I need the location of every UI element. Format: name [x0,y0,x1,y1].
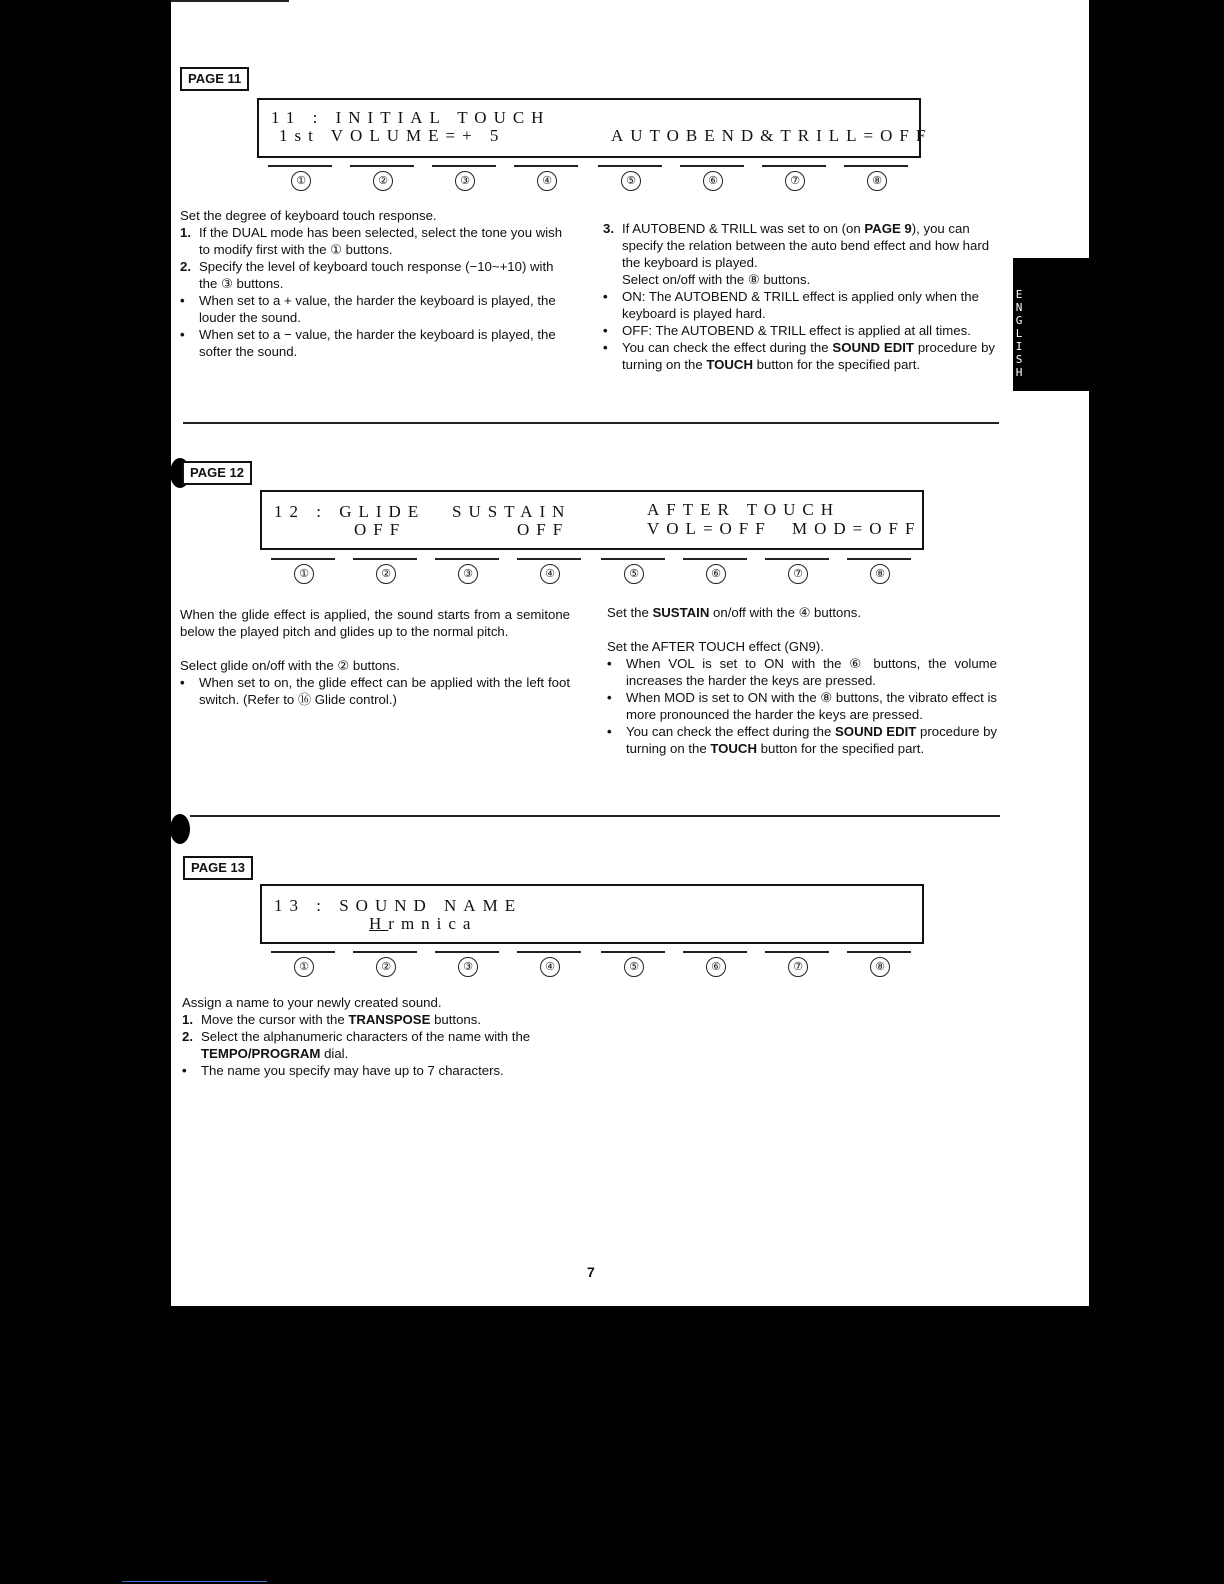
list-item: • When set to a − value, the harder the keyboard is played, the softer the sound. [180,327,556,359]
page-number: 7 [587,1264,595,1280]
button-line [353,558,417,560]
page-12-right-column [607,604,997,757]
button-line [271,558,335,560]
button-number-6: ⑥ [703,171,723,191]
list-item: • The name you specify may have up to 7 characters. [182,1063,504,1078]
button-line [517,558,581,560]
button-line [353,951,417,953]
list-item: • When VOL is set to ON with the ⑥ buttons, the volume increases the harder the keys are pressed. [607,656,997,688]
page-11-left-column [180,207,572,360]
button-line [601,558,665,560]
intro-text: Set the degree of keyboard touch response. [180,208,437,223]
button-number-4: ④ [540,957,560,977]
paragraph: When the glide effect is applied, the sound starts from a semitone below the played pitch and glides up to the normal pitch. [180,607,570,639]
list-item: • You can check the effect during the SOUND EDIT procedure by turning on the TOUCH button for the specified part. [607,724,998,756]
button-line [762,165,826,167]
top-edge-mark [171,0,289,2]
button-number-5: ⑤ [624,957,644,977]
side-tab-letters: E N G L I S H [1015,288,1023,379]
button-line [847,951,911,953]
page-11-lcd-display [257,98,933,158]
page-13-lcd-display [260,884,924,944]
binding-hole-mark [170,814,190,844]
list-item: • When set to a + value, the harder the keyboard is played, the louder the sound. [180,293,556,325]
button-number-4: ④ [540,564,560,584]
button-number-6: ⑥ [706,564,726,584]
paragraph: Set the SUSTAIN on/off with the ④ buttons. [607,605,861,620]
button-number-7: ⑦ [785,171,805,191]
button-number-5: ⑤ [621,171,641,191]
list-item: 3. If AUTOBEND & TRILL was set to on (on PAGE 9), you can specify the relation between the auto bend effect and how hard the keyboard is played. Select on/off with the ⑧ buttons. [603,221,990,287]
button-number-8: ⑧ [870,957,890,977]
lcd-line-1: 11 : INITIAL TOUCH [271,108,551,127]
button-line [598,165,662,167]
button-line [514,165,578,167]
paragraph: Set the AFTER TOUCH effect (GN9). [607,639,824,654]
page-11-label: PAGE 11 [180,67,249,91]
button-number-8: ⑧ [870,564,890,584]
section-divider [183,422,999,424]
button-number-5: ⑤ [624,564,644,584]
list-item: • ON: The AUTOBEND & TRILL effect is applied only when the keyboard is played hard. [603,289,979,321]
list-item: • When set to on, the glide effect can be applied with the left foot switch. (Refer to ⑯ Glide control.) [180,675,570,707]
lcd-line-2-right: AUTOBEND&TRILL=OFF [611,126,933,145]
lcd-line-2-left: 1st VOLUME=+ 5 [279,126,506,145]
button-number-7: ⑦ [788,957,808,977]
list-item: • You can check the effect during the SOUND EDIT procedure by turning on the TOUCH button for the specified part. [603,340,996,372]
button-number-2: ② [373,171,393,191]
button-line [350,165,414,167]
lcd-glide: 12 : GLIDE [274,502,426,521]
list-item: 1. If the DUAL mode has been selected, select the tone you wish to modify first with the ① buttons. [180,225,563,257]
list-item: 2. Select the alphanumeric characters of the name with the TEMPO/PROGRAM dial. [182,1029,531,1061]
button-line [765,951,829,953]
button-line [847,558,911,560]
button-number-2: ② [376,564,396,584]
lcd-after-touch: AFTER TOUCH [647,500,841,519]
page-12-lcd-display [260,490,924,550]
button-number-3: ③ [455,171,475,191]
page-12-label: PAGE 12 [182,461,252,485]
lcd-cursor-char: H [369,914,389,933]
button-number-1: ① [294,564,314,584]
button-line [435,951,499,953]
button-line [765,558,829,560]
lcd-sound-name: Hrmnica [369,914,478,933]
lcd-vol: VOL=OFF [647,519,772,538]
lcd-sustain-value: OFF [517,520,570,539]
paragraph: Select glide on/off with the ② buttons. [180,658,400,673]
button-number-3: ③ [458,957,478,977]
button-line [683,951,747,953]
language-side-tab [1013,258,1089,391]
page-12-left-column [180,606,570,708]
list-item: 1. Move the cursor with the TRANSPOSE buttons. [182,1012,481,1027]
list-item: • OFF: The AUTOBEND & TRILL effect is applied at all times. [603,323,971,338]
lcd-sustain: SUSTAIN [452,502,572,521]
button-line [517,951,581,953]
button-line [435,558,499,560]
button-number-4: ④ [537,171,557,191]
button-line [680,165,744,167]
bottom-edge-line [122,1581,267,1582]
lcd-glide-value: OFF [354,520,407,539]
button-line [271,951,335,953]
page-13-column [182,994,582,1079]
button-line [432,165,496,167]
intro-text: Assign a name to your newly created sound. [182,995,442,1010]
button-number-7: ⑦ [788,564,808,584]
button-line [601,951,665,953]
button-number-1: ① [291,171,311,191]
button-line [268,165,332,167]
lcd-mod: MOD=OFF [792,519,922,538]
button-line [683,558,747,560]
page-13-label: PAGE 13 [183,856,253,880]
button-number-1: ① [294,957,314,977]
button-number-3: ③ [458,564,478,584]
button-line [844,165,908,167]
button-number-6: ⑥ [706,957,726,977]
page-11-right-column [603,220,995,373]
button-number-2: ② [376,957,396,977]
button-number-8: ⑧ [867,171,887,191]
section-divider [190,815,1000,817]
list-item: 2. Specify the level of keyboard touch response (−10~+10) with the ③ buttons. [180,259,554,291]
lcd-line-1: 13 : SOUND NAME [274,896,523,915]
list-item: • When MOD is set to ON with the ⑧ buttons, the vibrato effect is more pronounced the harder the keys are pressed. [607,690,997,722]
